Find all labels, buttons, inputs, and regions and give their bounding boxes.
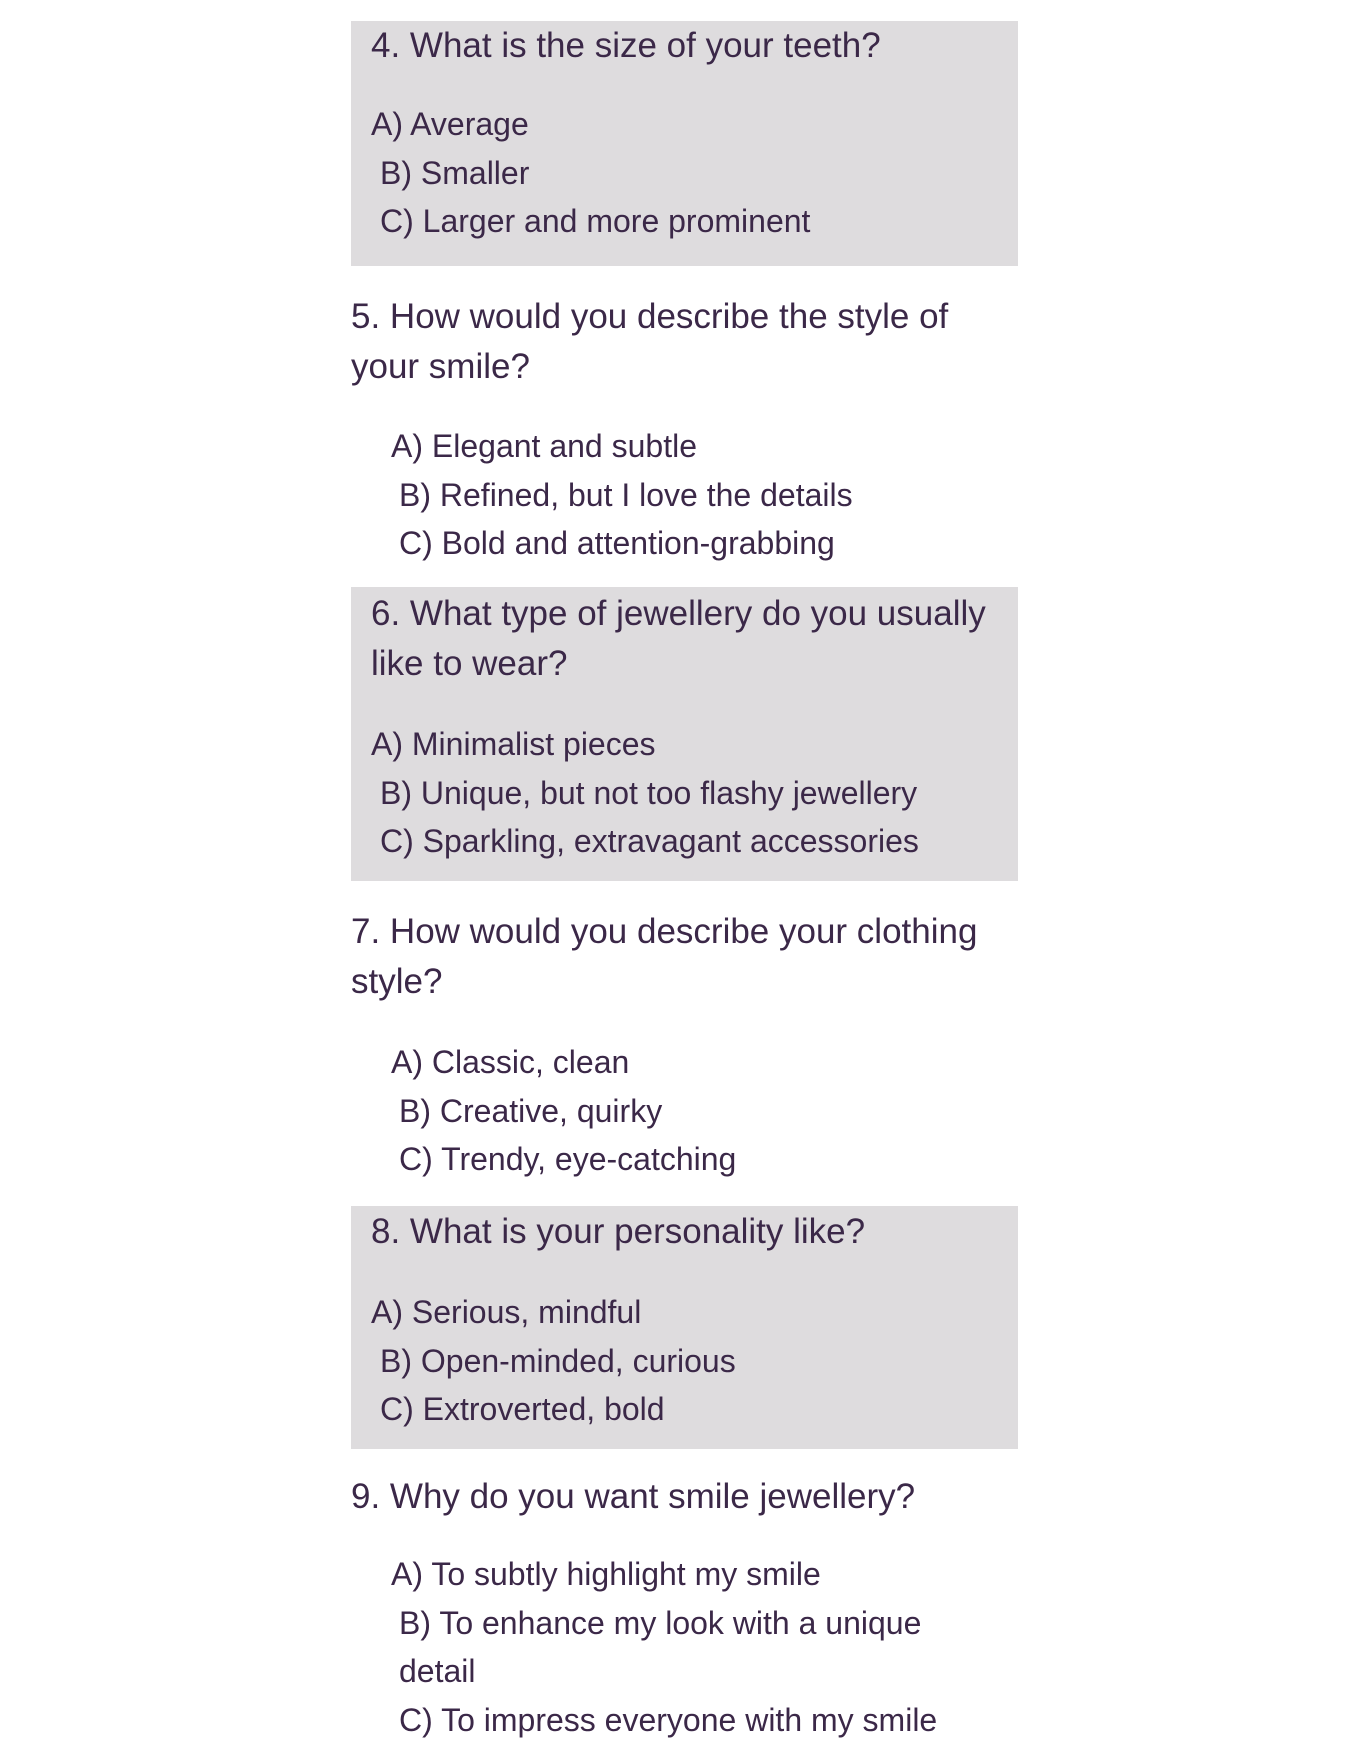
option-b[interactable]: B) Smaller <box>380 154 530 191</box>
question-title: 8. What is your personality like? <box>371 1212 866 1251</box>
question-title: 4. What is the size of your teeth? <box>371 26 881 65</box>
option-a[interactable]: A) Serious, mindful <box>371 1294 642 1330</box>
answer-options <box>371 1288 998 1434</box>
option-c[interactable]: C) Trendy, eye-catching <box>399 1141 737 1177</box>
option-a[interactable]: A) To subtly highlight my smile <box>391 1556 821 1592</box>
quiz-questions <box>351 21 1018 1744</box>
answer-options <box>351 1038 1018 1184</box>
question-9 <box>351 1449 1018 1744</box>
option-c[interactable]: C) Larger and more prominent <box>380 203 811 239</box>
question-5 <box>351 266 1018 587</box>
option-a[interactable]: A) Classic, clean <box>391 1044 630 1080</box>
option-a[interactable]: A) Minimalist pieces <box>371 726 656 762</box>
answer-options <box>351 1550 1001 1744</box>
option-b[interactable]: B) Open-minded, curious <box>380 1342 736 1379</box>
answer-options <box>371 100 998 246</box>
option-b[interactable]: B) To enhance my look with a unique detail <box>399 1604 922 1689</box>
question-title: 6. What type of jewellery do you usually like to wear? <box>371 594 986 683</box>
question-title: 9. Why do you want smile jewellery? <box>351 1477 916 1516</box>
option-c[interactable]: C) To impress everyone with my smile <box>399 1701 938 1738</box>
option-b[interactable]: B) Unique, but not too flashy jewellery <box>380 774 918 811</box>
answer-options <box>351 422 1018 568</box>
option-b[interactable]: B) Refined, but I love the details <box>399 476 853 513</box>
option-b[interactable]: B) Creative, quirky <box>399 1092 663 1129</box>
option-c[interactable]: C) Bold and attention-grabbing <box>399 525 835 561</box>
question-4 <box>351 21 1018 266</box>
question-7 <box>351 881 1018 1206</box>
question-title: 7. How would you describe your clothing style? <box>351 912 978 1001</box>
answer-options <box>371 720 998 866</box>
option-c[interactable]: C) Sparkling, extravagant accessories <box>380 823 919 859</box>
option-c[interactable]: C) Extroverted, bold <box>380 1391 665 1427</box>
question-title: 5. How would you describe the style of your smile? <box>351 297 949 386</box>
question-8 <box>351 1206 1018 1449</box>
option-a[interactable]: A) Average <box>371 106 529 142</box>
option-a[interactable]: A) Elegant and subtle <box>391 428 697 464</box>
question-6 <box>351 587 1018 881</box>
